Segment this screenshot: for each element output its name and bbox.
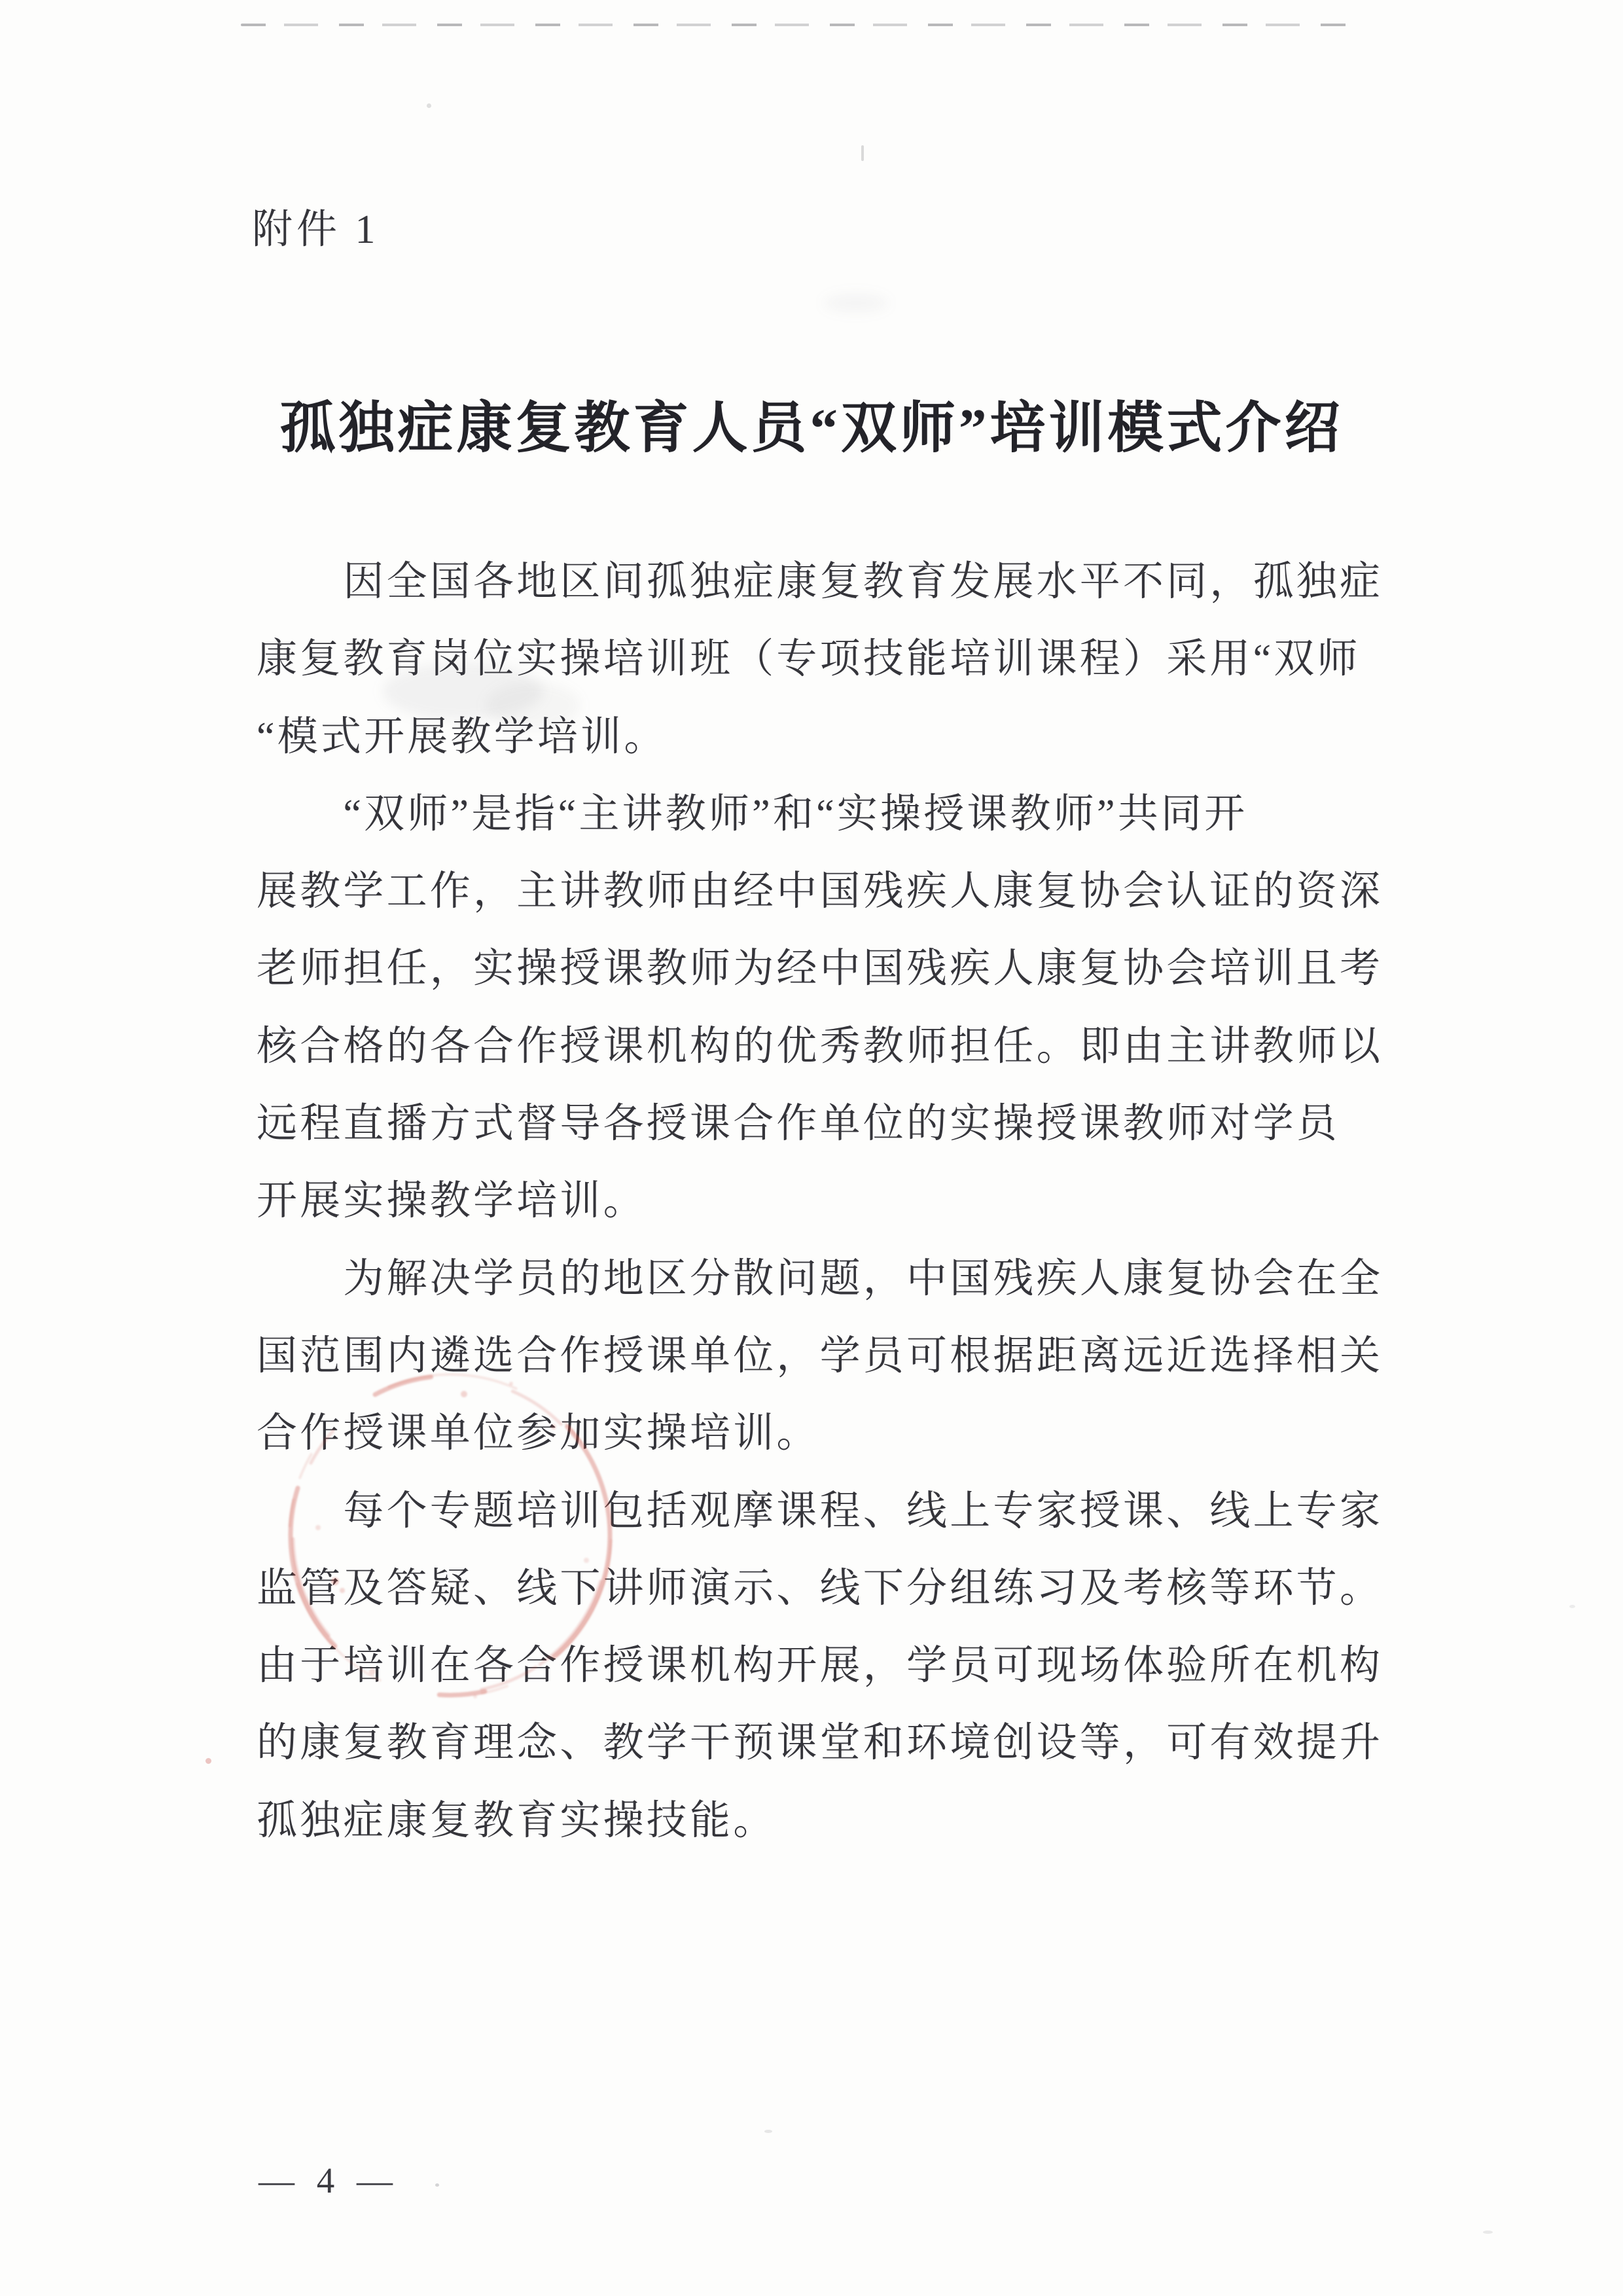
text-line: 国范围内遴选合作授课单位，学员可根据距离远近选择相关 [257,1333,1383,1378]
text-line: 因全国各地区间孤独症康复教育发展水平不同，孤独症 [257,560,1383,604]
text-line: 远程直播方式督导各授课合作单位的实操授课教师对学员 [257,1102,1340,1147]
scan-speck [764,2130,772,2133]
text-line: “双师”是指“主讲教师”和“实操授课教师”共同开 [257,791,1248,836]
text-line: 核合格的各合作授课机构的优秀教师担任。即由主讲教师以 [257,1024,1383,1069]
text-line: 由于培训在各合作授课机构开展，学员可现场体验所在机构 [257,1643,1383,1689]
text-line: 展教学工作，主讲教师由经中国残疾人康复协会认证的资深 [257,869,1383,914]
text-line: 监管及答疑、线下讲师演示、线下分组练习及考核等环节。 [257,1566,1383,1611]
text-line: 每个专题培训包括观摩课程、线上专家授课、线上专家 [257,1488,1383,1534]
text-line: “模式开展教学培训。 [257,714,668,759]
attachment-label: 附件 1 [252,207,380,252]
scan-speck [435,2183,439,2187]
page-number: — 4 — [259,2161,399,2200]
red-ink-speck [205,1758,211,1764]
text-line: 孤独症康复教育实操技能。 [257,1798,777,1843]
text-line: 为解决学员的地区分散问题，中国残疾人康复协会在全 [257,1256,1383,1301]
text-line: 康复教育岗位实操培训班（专项技能培训课程）采用“双师 [257,637,1361,682]
text-line: 老师担任，实操授课教师为经中国残疾人康复协会培训且考 [257,946,1383,992]
scan-speck [1569,1605,1575,1608]
scan-speck [427,103,431,108]
document-body [257,543,1395,1859]
text-line: 合作授课单位参加实操培训。 [257,1411,820,1456]
bleed-through-smudge [823,293,889,313]
scan-speck [861,145,864,161]
text-line: 的康复教育理念、教学干预课堂和环境创设等，可有效提升 [257,1721,1383,1766]
text-line: 开展实操教学培训。 [257,1179,647,1224]
document-title: 孤独症康复教育人员“双师”培训模式介绍 [279,398,1344,459]
scan-artifact-dashed-line [241,24,1348,26]
scan-speck [1483,2231,1493,2234]
